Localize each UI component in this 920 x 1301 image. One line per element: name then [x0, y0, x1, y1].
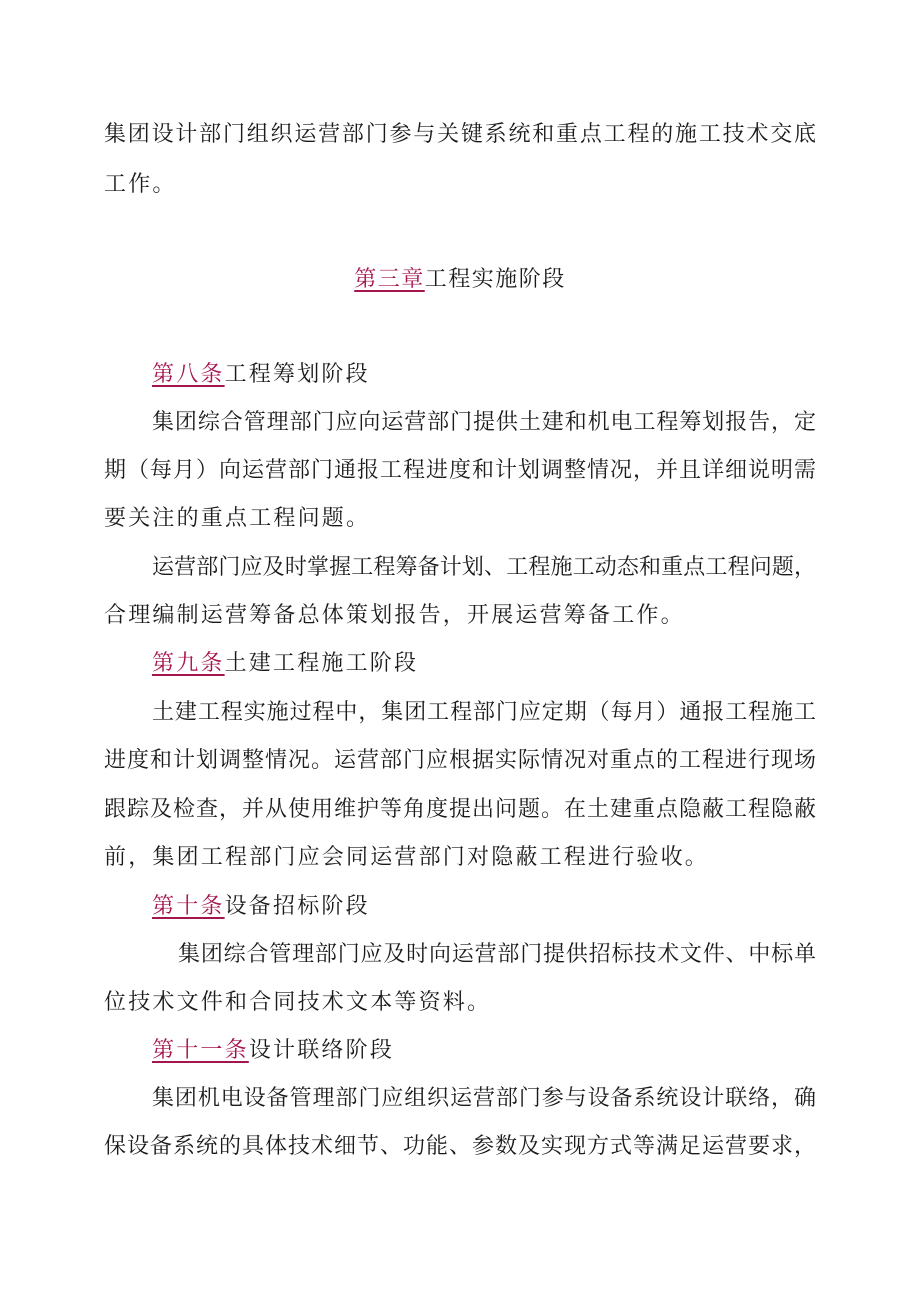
article-9-p1-line-1: 土建工程实施过程中，集团工程部门应定期（每月）通报工程施工	[152, 700, 816, 725]
article-9-heading	[152, 649, 418, 679]
article-8-p2-line-2: 合理编制运营筹备总体策划报告，开展运营筹备工作。	[104, 603, 685, 628]
article-10-number-link[interactable]: 第十条	[152, 894, 225, 919]
chapter-heading	[0, 265, 920, 295]
article-8-heading	[152, 360, 370, 390]
article-8-p1-line-3: 要关注的重点工程问题。	[104, 506, 371, 531]
intro-line-2: 工作。	[104, 172, 177, 197]
intro-line-1: 集团设计部门组织运营部门参与关键系统和重点工程的施工技术交底	[104, 122, 816, 147]
article-8-number-link[interactable]: 第八条	[152, 362, 225, 387]
article-10-heading	[152, 892, 370, 922]
article-10-p1-line-2: 位技术文件和合同技术文本等资料。	[104, 990, 492, 1015]
article-11-p1-line-2: 保设备系统的具体技术细节、功能、参数及实现方式等满足运营要求，	[104, 1134, 816, 1159]
article-8-title: 工程筹划阶段	[224, 362, 370, 387]
article-8-p1-line-1: 集团综合管理部门应向运营部门提供土建和机电工程筹划报告，定	[152, 410, 816, 435]
chapter-number-link[interactable]: 第三章	[354, 267, 425, 292]
article-11-number-link[interactable]: 第十一条	[152, 1038, 249, 1063]
article-11-title: 设计联络阶段	[248, 1038, 395, 1063]
article-9-p1-line-2: 进度和计划调整情况。运营部门应根据实际情况对重点的工程进行现场	[104, 748, 816, 773]
article-8-p2-line-1: 运营部门应及时掌握工程筹备计划、工程施工动态和重点工程问题，	[152, 555, 816, 580]
article-10-title: 设备招标阶段	[224, 894, 370, 919]
article-8-p1-line-2: 期（每月）向运营部门通报工程进度和计划调整情况，并且详细说明需	[104, 458, 816, 483]
article-9-p1-line-4: 前，集团工程部门应会同运营部门对隐蔽工程进行验收。	[104, 845, 710, 870]
article-9-p1-line-3: 跟踪及检查，并从使用维护等角度提出问题。在土建重点隐蔽工程隐蔽	[104, 797, 816, 822]
article-11-p1-line-1: 集团机电设备管理部门应组织运营部门参与设备系统设计联络，确	[152, 1086, 816, 1111]
article-9-number-link[interactable]: 第九条	[152, 651, 225, 676]
article-10-p1-line-1: 集团综合管理部门应及时向运营部门提供招标技术文件、中标单	[178, 942, 816, 967]
article-9-title: 土建工程施工阶段	[224, 651, 419, 676]
chapter-title: 工程实施阶段	[424, 267, 566, 292]
article-11-heading	[152, 1036, 394, 1066]
